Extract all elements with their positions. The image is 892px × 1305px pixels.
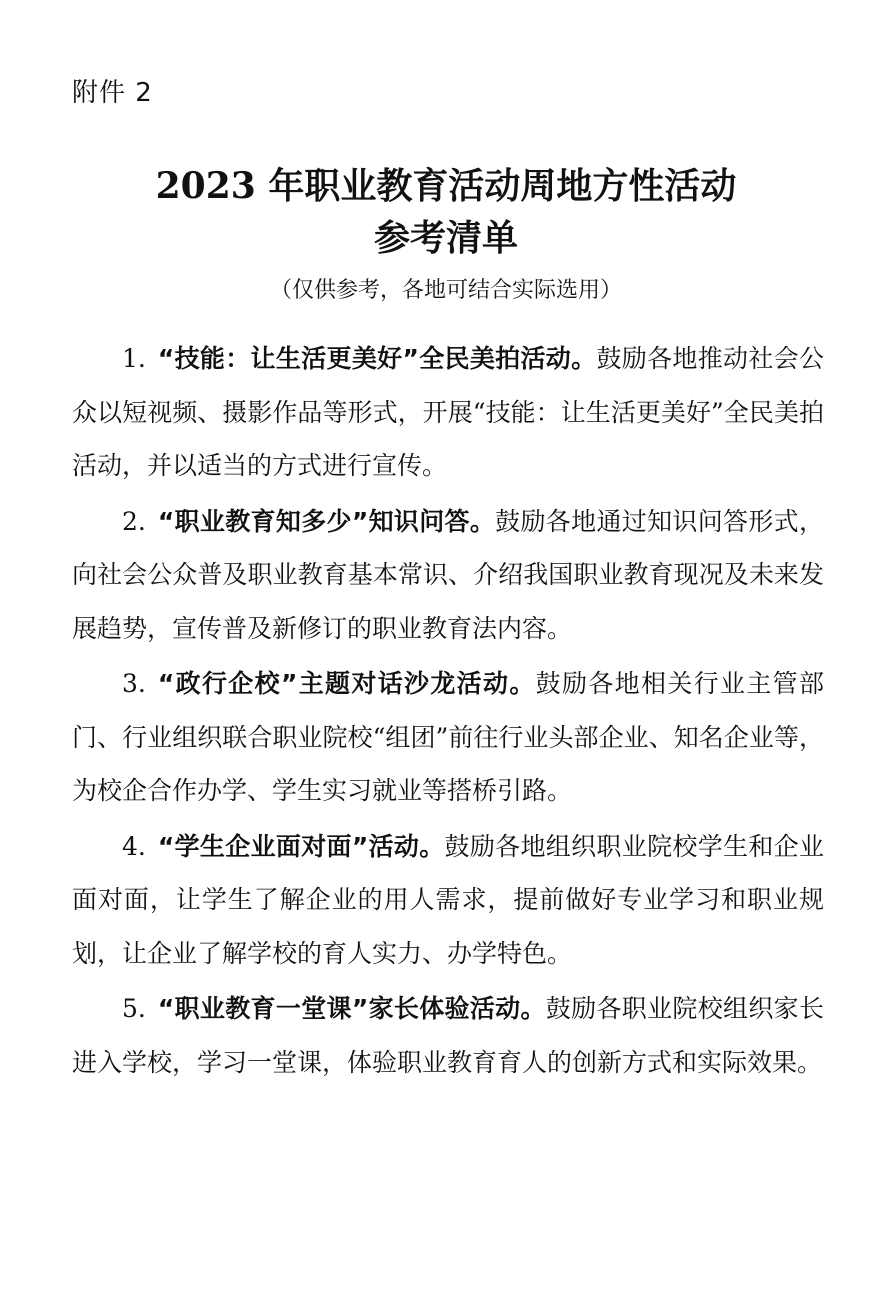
activity-item-5 xyxy=(72,982,824,1089)
item-number: 5. xyxy=(122,994,146,1023)
attachment-label: 附件 2 xyxy=(72,78,153,108)
item-text: 鼓励各职业院校组织家长进入学校，学习一堂课，体验职业教育育人的创新方式和实际效果。 xyxy=(72,994,824,1077)
activity-item-3 xyxy=(72,657,824,818)
item-heading: “职业教育一堂课”家长体验活动。 xyxy=(157,994,546,1023)
item-text: 鼓励各地组织职业院校学生和企业面对面，让学生了解企业的用人需求，提前做好专业学习和职业规划，让企业了解学校的育人实力、办学特色。 xyxy=(72,831,824,968)
activity-item-4 xyxy=(72,820,824,981)
item-text: 鼓励各地推动社会公众以短视频、摄影作品等形式，开展“技能：让生活更美好”全民美拍活动，并以适当的方式进行宣传。 xyxy=(72,344,824,480)
document-title-line-1: 2023 年职业教育活动周地方性活动 xyxy=(155,165,737,207)
item-heading: “政行企校”主题对话沙龙活动。 xyxy=(157,669,536,698)
item-text: 鼓励各地相关行业主管部门、行业组织联合职业院校“组团”前往行业头部企业、知名企业等，为校企合作办学、学生实习就业等搭桥引路。 xyxy=(72,669,824,805)
activity-item-2 xyxy=(72,495,824,656)
item-number: 3. xyxy=(122,669,146,698)
document-subtitle: （仅供参考，各地可结合实际选用） xyxy=(269,278,622,303)
document-title-line-2: 参考清单 xyxy=(373,217,518,259)
activity-item-1 xyxy=(72,332,824,493)
item-number: 1. xyxy=(122,344,146,373)
item-heading: “技能：让生活更美好”全民美拍活动。 xyxy=(157,344,597,373)
item-number: 4. xyxy=(122,831,146,861)
item-text: 鼓励各地通过知识问答形式，向社会公众普及职业教育基本常识、介绍我国职业教育现况及未来发展趋势，宣传普及新修订的职业教育法内容。 xyxy=(72,506,824,643)
activity-list xyxy=(72,332,824,1091)
item-number: 2. xyxy=(122,506,146,536)
item-heading: “职业教育知多少”知识问答。 xyxy=(157,506,496,536)
item-heading: “学生企业面对面”活动。 xyxy=(157,831,445,861)
